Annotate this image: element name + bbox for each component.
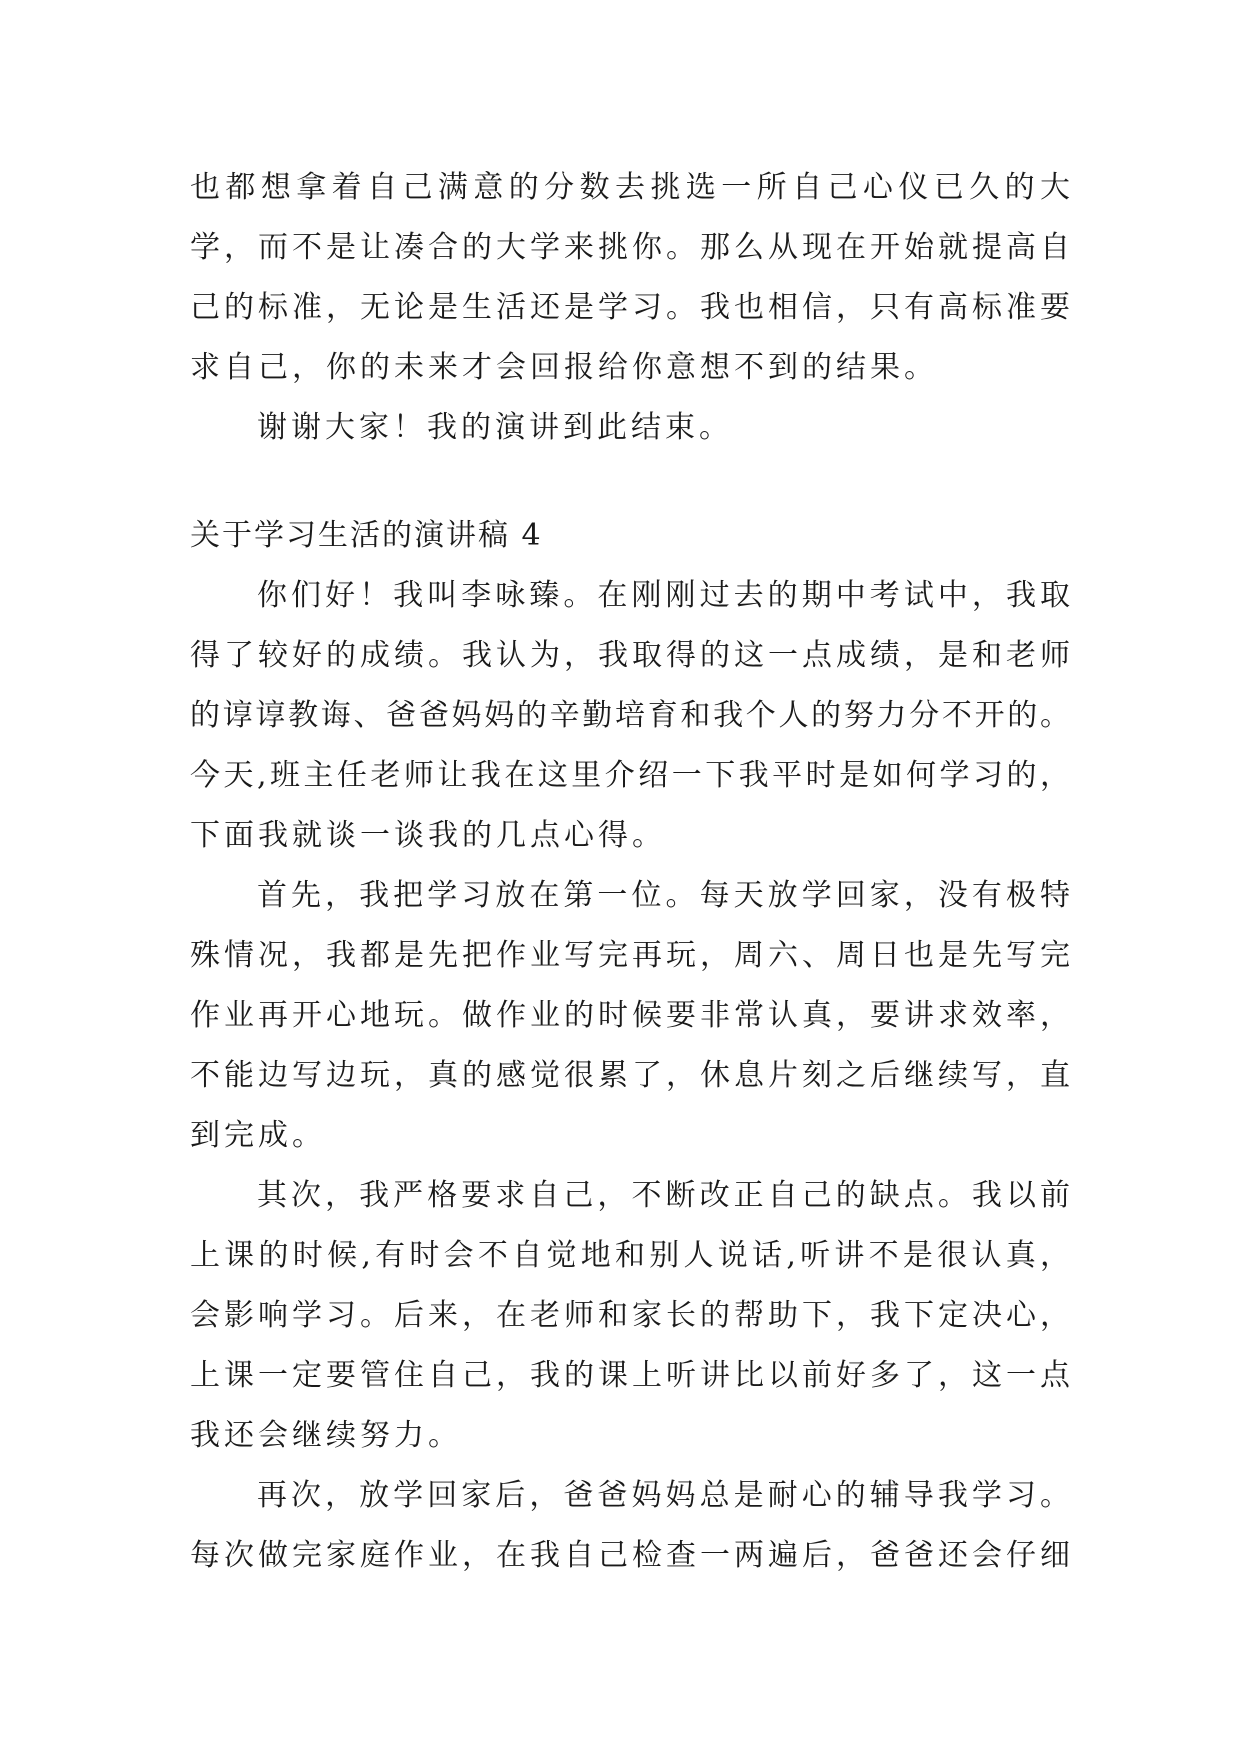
paragraph-line: 的谆谆教诲、爸爸妈妈的辛勤培育和我个人的努力分不开的。: [190, 698, 1070, 733]
paragraph-line: 到完成。: [190, 1118, 326, 1153]
paragraph-line: 再次，放学回家后，爸爸妈妈总是耐心的辅导我学习。: [257, 1478, 1070, 1513]
paragraph-line: 下面我就谈一谈我的几点心得。: [190, 818, 666, 853]
paragraph-line: 学，而不是让凑合的大学来挑你。那么从现在开始就提高自: [190, 230, 1070, 265]
paragraph-line: 求自己，你的未来才会回报给你意想不到的结果。: [190, 350, 938, 385]
paragraph-line: 上课的时候,有时会不自觉地和别人说话,听讲不是很认真，: [190, 1238, 1070, 1273]
paragraph-line: 谢谢大家！我的演讲到此结束。: [257, 410, 733, 445]
paragraph-line: 你们好！我叫李咏臻。在刚刚过去的期中考试中，我取: [257, 578, 1070, 613]
paragraph-line: 我还会继续努力。: [190, 1418, 462, 1453]
paragraph-line: 首先，我把学习放在第一位。每天放学回家，没有极特: [257, 878, 1070, 913]
paragraph-line: 殊情况，我都是先把作业写完再玩，周六、周日也是先写完: [190, 938, 1070, 973]
paragraph-line: 其次，我严格要求自己，不断改正自己的缺点。我以前: [257, 1178, 1070, 1213]
paragraph-line: 会影响学习。后来，在老师和家长的帮助下，我下定决心，: [190, 1298, 1070, 1333]
paragraph-line: 得了较好的成绩。我认为，我取得的这一点成绩，是和老师: [190, 638, 1070, 673]
paragraph-line: 每次做完家庭作业，在我自己检查一两遍后，爸爸还会仔细: [190, 1538, 1070, 1573]
paragraph-line: 己的标准，无论是生活还是学习。我也相信，只有高标准要: [190, 290, 1070, 325]
paragraph-line: 作业再开心地玩。做作业的时候要非常认真，要讲求效率，: [190, 998, 1070, 1033]
paragraph-line: 也都想拿着自己满意的分数去挑选一所自己心仪已久的大: [190, 170, 1070, 205]
paragraph-line: 上课一定要管住自己，我的课上听讲比以前好多了，这一点: [190, 1358, 1070, 1393]
paragraph-line: 今天,班主任老师让我在这里介绍一下我平时是如何学习的，: [190, 758, 1070, 793]
section-heading: 关于学习生活的演讲稿 4: [190, 518, 543, 553]
paragraph-line: 不能边写边玩，真的感觉很累了，休息片刻之后继续写，直: [190, 1058, 1070, 1093]
